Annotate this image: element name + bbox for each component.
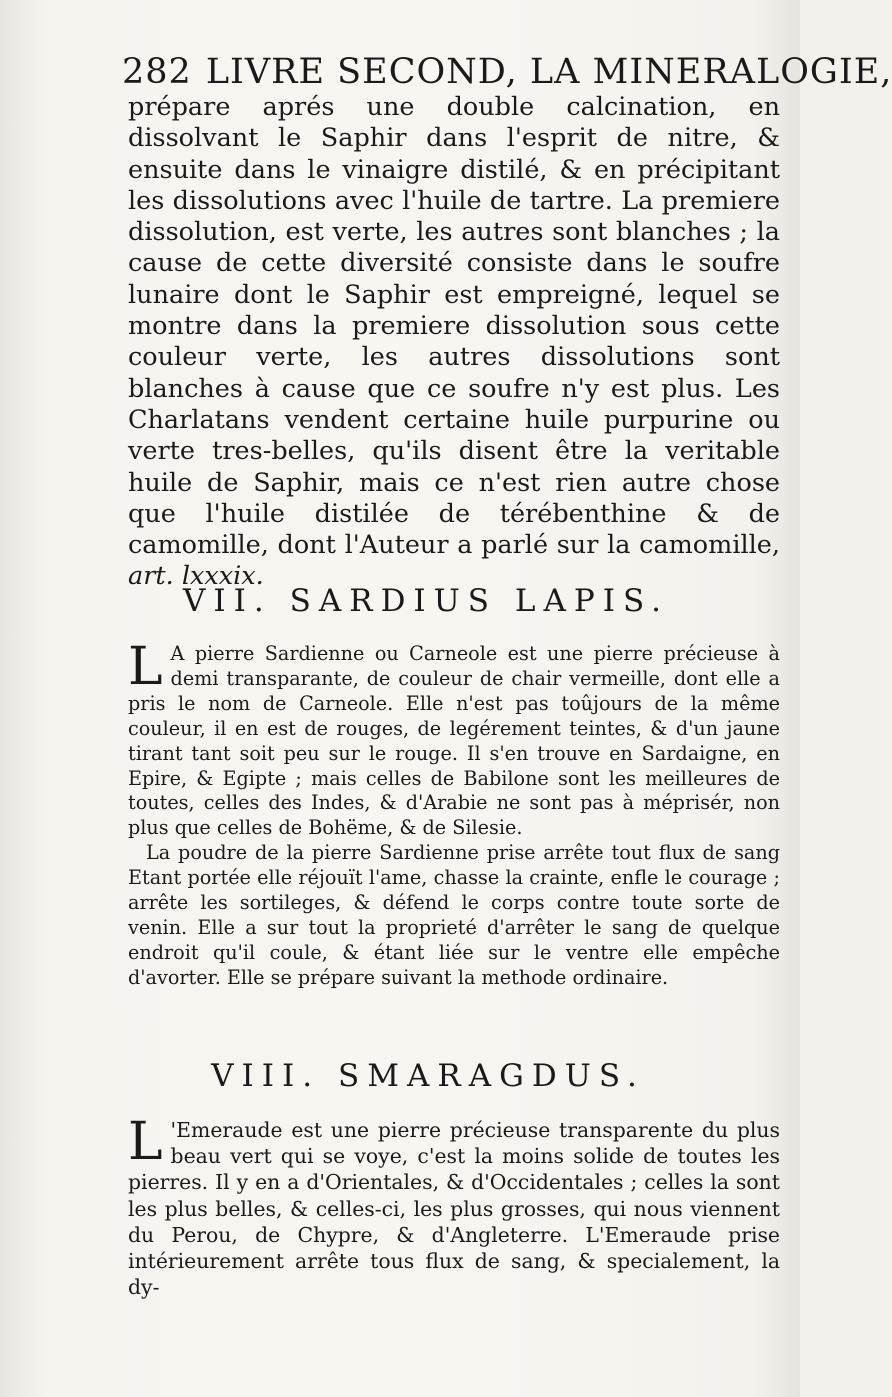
continued-paragraph [128, 92, 780, 593]
section-body-sardius [128, 637, 780, 991]
section-heading-sardius: VII. SARDIUS LAPIS. [183, 583, 669, 619]
page-header [122, 52, 892, 92]
section-heading-smaragdus: VIII. SMARAGDUS. [211, 1058, 645, 1094]
sardius-paragraph-1 [128, 637, 780, 841]
running-title: LIVRE SECOND, LA MINERALOGIE, [205, 52, 892, 92]
drop-cap: L [128, 1112, 163, 1172]
smaragdus-paragraph-1 [128, 1112, 780, 1300]
drop-cap: L [128, 637, 163, 697]
smaragdus-paragraph-1-text: 'Emeraude est une pierre précieuse transparente du plus beau vert qui se voye, c'est la moins solide de toutes les pierres. Il y en a d'Orientales, & d'Occidentales ; celles la sont les plus belles, & celles-ci, les plus grosses, qui nous viennent du Perou, de Chypre, & d'Angleterre. L'Emeraude prise intérieurement arrête tous flux de sang, & specialement, la dy- [128, 1118, 780, 1300]
article-reference: art. lxxxix. [128, 561, 264, 592]
continued-paragraph-block [128, 92, 780, 593]
sardius-paragraph-2: La poudre de la pierre Sardienne prise arrête tout flux de sang Etant portée elle réjouït l'ame, chasse la crainte, enfle le courage ; arrête les sortileges, & défend le corps contre toute sorte de venin. Elle a sur tout la proprieté d'arrêter le sang de quelque endroit qu'il coule, & étant liée sur le ventre elle empêche d'avorter. Elle se prépare suivant la methode ordinaire. [128, 841, 780, 989]
continued-paragraph-text: prépare aprés une double calcination, en dissolvant le Saphir dans l'esprit de nitre, & ensuite dans le vinaigre distilé, & en précipitant les dissolutions avec l'huile de tartre. La premiere dissolution, est verte, les autres sont blanches ; la cause de cette diversité consiste dans le soufre lunaire dont le Saphir est empreigné, lequel se montre dans la premiere dissolution sous cette couleur verte, les autres dissolutions sont blanches à cause que ce soufre n'y est plus. Les Charlatans vendent certaine huile purpurine ou verte tres-belles, qu'ils disent être la veritable huile de Saphir, mais ce n'est rien autre chose que l'huile distilée de térébenthine & de camomille, dont l'Auteur a parlé sur la camomille, [128, 92, 780, 561]
section-body-smaragdus [128, 1112, 780, 1300]
sardius-paragraph-1-text: A pierre Sardienne ou Carneole est une pierre précieuse à demi transparante, de couleur de chair vermeille, dont elle a pris le nom de Carneole. Elle n'est pas toûjours de la même couleur, il en est de rouges, de legérement teintes, & d'un jaune tirant tant soit peu sur le rouge. Il s'en trouve en Sardaigne, en Epire, & Egipte ; mais celles de Babilone sont les meilleures de toutes, celles des Indes, & d'Arabie ne sont pas à méprisér, non plus que celles de Bohëme, & de Silesie. [128, 642, 780, 840]
page-number: 282 [122, 52, 192, 92]
